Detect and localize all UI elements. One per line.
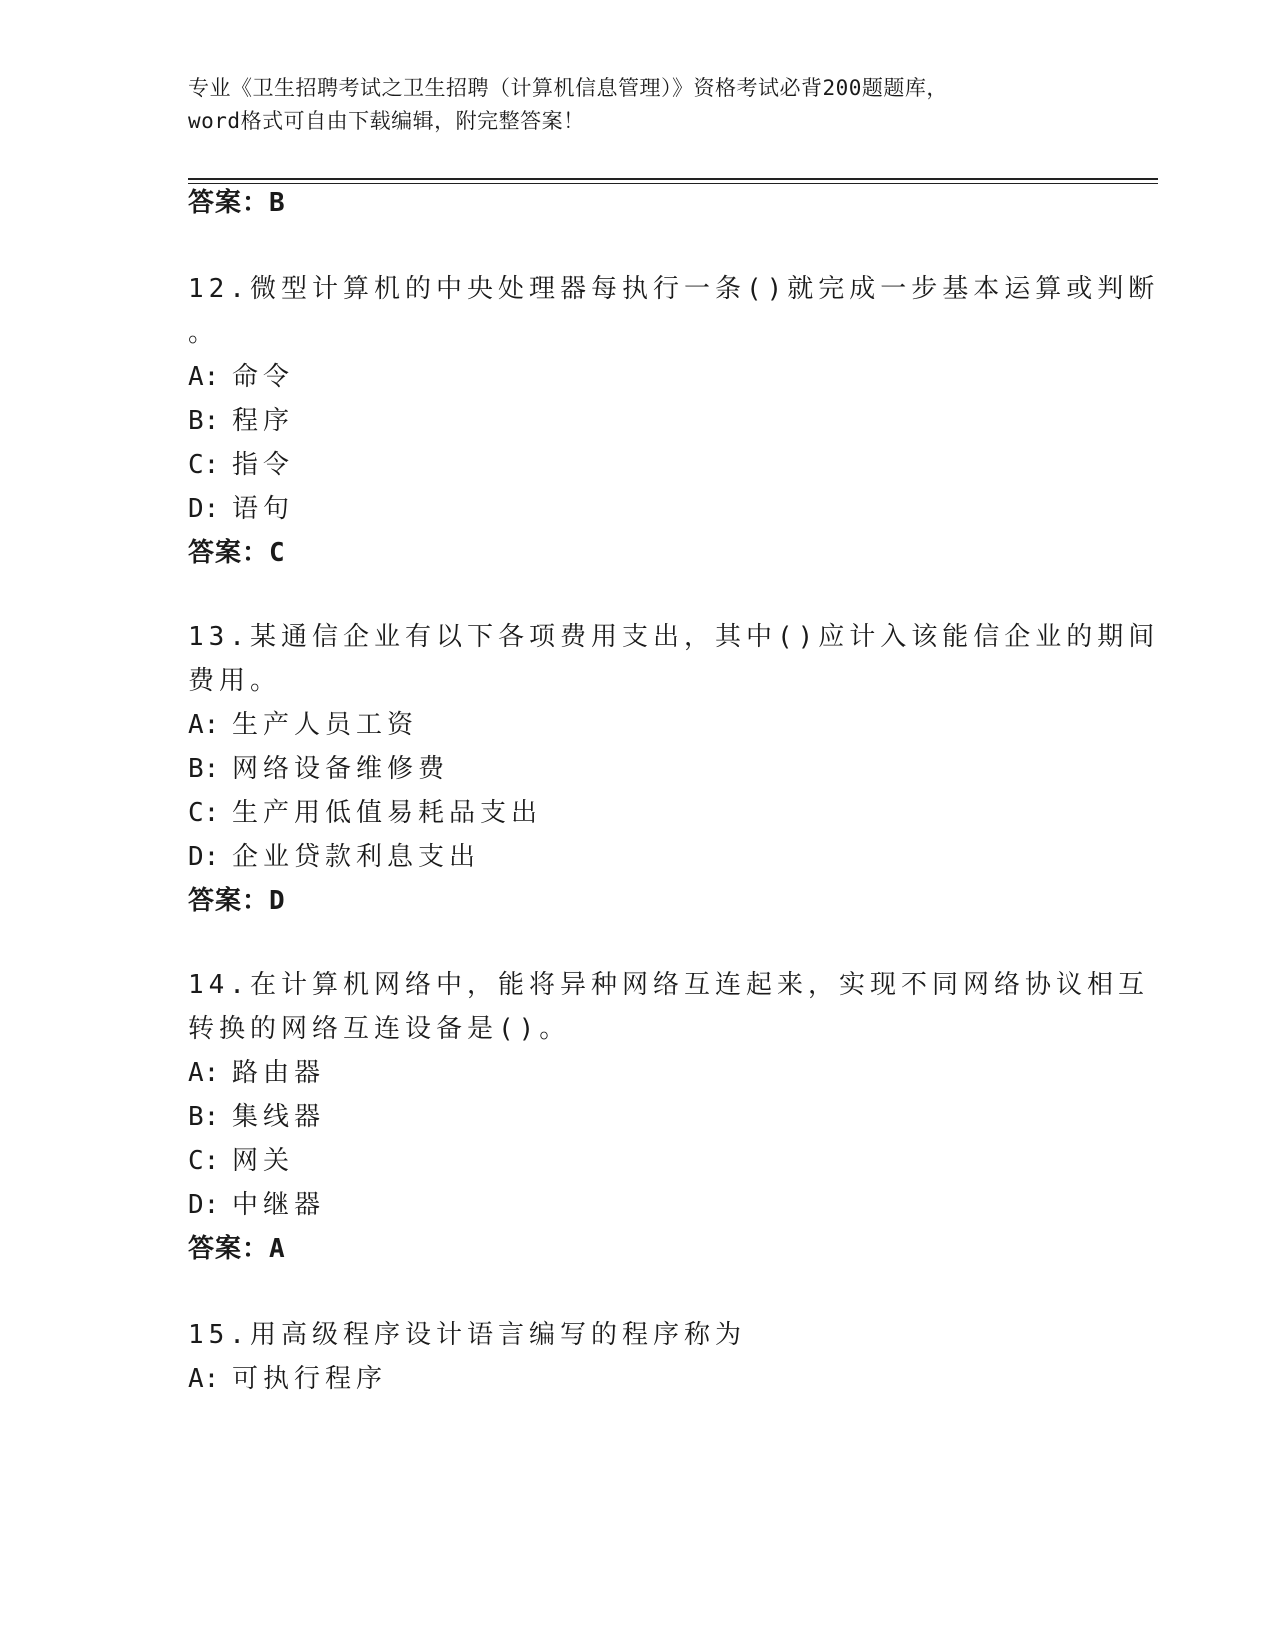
- option-letter: B:: [188, 1102, 220, 1132]
- option-letter: A:: [188, 362, 220, 392]
- header-line-2: word格式可自由下载编辑，附完整答案！: [188, 109, 585, 133]
- question-14-option-a: [188, 1056, 325, 1090]
- question-12-answer: 答案：C: [188, 538, 286, 568]
- option-letter: C:: [188, 450, 220, 480]
- option-text: 生产人员工资: [232, 710, 419, 740]
- question-12-option-d: [188, 492, 294, 526]
- option-text: 命令: [232, 362, 295, 392]
- question-15-line-1: 15.用高级程序设计语言编写的程序称为: [188, 1320, 746, 1350]
- question-14-option-c: [188, 1144, 294, 1178]
- question-13-line-1: 13.某通信企业有以下各项费用支出，其中()应计入该能信企业的期间: [188, 622, 1160, 652]
- option-letter: D:: [188, 1190, 220, 1220]
- question-13-line-2: 费用。: [188, 666, 282, 696]
- option-text: 程序: [232, 406, 295, 436]
- question-14-line-2: 转换的网络互连设备是()。: [188, 1014, 571, 1044]
- option-letter: C:: [188, 798, 220, 828]
- question-14-option-b: [188, 1100, 325, 1134]
- question-12-option-b: [188, 404, 294, 438]
- option-letter: B:: [188, 406, 220, 436]
- question-14-line-1: 14.在计算机网络中，能将异种网络互连起来，实现不同网络协议相互: [188, 970, 1149, 1000]
- question-12-line-2: 。: [188, 318, 220, 348]
- question-12-option-a: [188, 360, 294, 394]
- option-letter: A:: [188, 710, 220, 740]
- document-header: [188, 72, 1088, 138]
- question-12-line-1: 12.微型计算机的中央处理器每执行一条()就完成一步基本运算或判断: [188, 274, 1160, 304]
- option-text: 路由器: [232, 1058, 326, 1088]
- question-13-option-d: [188, 840, 480, 874]
- question-13-option-a: [188, 708, 418, 742]
- header-line-1: 专业《卫生招聘考试之卫生招聘（计算机信息管理）》资格考试必背200题题库，: [188, 76, 948, 100]
- question-13-option-c: [188, 796, 542, 830]
- option-text: 可执行程序: [232, 1364, 388, 1394]
- option-letter: D:: [188, 494, 220, 524]
- header-divider-thin: [188, 183, 1158, 184]
- question-14-answer: 答案：A: [188, 1234, 286, 1264]
- option-text: 语句: [232, 494, 295, 524]
- option-letter: D:: [188, 842, 220, 872]
- option-text: 网络设备维修费: [232, 754, 450, 784]
- question-14-option-d: [188, 1188, 325, 1222]
- option-letter: B:: [188, 754, 220, 784]
- option-text: 网关: [232, 1146, 295, 1176]
- option-letter: C:: [188, 1146, 220, 1176]
- question-13-answer: 答案：D: [188, 886, 286, 916]
- option-text: 生产用低值易耗品支出: [232, 798, 543, 828]
- option-text: 企业贷款利息支出: [232, 842, 481, 872]
- previous-answer: 答案：B: [188, 188, 286, 218]
- question-15-option-a: [188, 1362, 387, 1396]
- option-text: 指令: [232, 450, 295, 480]
- question-12-option-c: [188, 448, 294, 482]
- header-divider-thick: [188, 178, 1158, 180]
- option-text: 集线器: [232, 1102, 326, 1132]
- option-text: 中继器: [232, 1190, 326, 1220]
- question-13-option-b: [188, 752, 449, 786]
- option-letter: A:: [188, 1364, 220, 1394]
- option-letter: A:: [188, 1058, 220, 1088]
